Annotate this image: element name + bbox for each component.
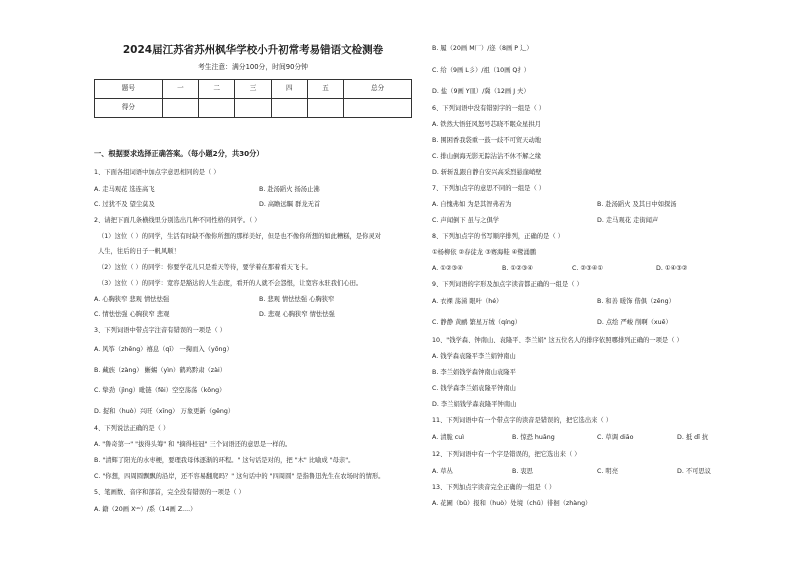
question-line: 1、下面各组词语中加点字意思相同的是（ ） [94,169,220,176]
answer-option: A. 清脆 cuì [432,434,464,441]
question-line: D. 捉和（huò）兴旺（xīng） 万象更新（gēng） [94,408,235,415]
answer-option: B. 和善 暖饰 偕俱（zēng） [597,298,675,305]
question-line: A. 风筝（zhēng）禧息（qī） 一掬而入（yōng） [94,346,233,353]
question-line: D. 李兰娟钱学森袁隆平钟南山 [432,401,517,408]
question-line: 9、下列词语的字形及加点字读音都正确的一组是（ ） [432,281,583,288]
question-line: 7、下列加点字的意思不同的一组是（ ） [432,185,546,192]
score-cell: 题号 [95,80,163,99]
answer-option: A. ①②③④ [432,265,463,272]
score-cell: 总分 [344,80,412,99]
question-line: C. "你想，四周圆飘飘的沿岸，还不容易翻爬吗？" 这句话中的 "四周圆" 是指鲁迅先生在农场时的情形。 [94,473,385,480]
score-table [94,79,412,118]
question-line: A. 籍（20画 Xᵘᵘ）/系（14画 Z....） [94,506,197,513]
answer-option: C. 明亮 [597,468,618,475]
answer-option: D. 点绘 严峻 削啊（xuē） [597,319,672,326]
answer-option: B. 赴汤蹈火 及其日中如探汤 [597,201,677,208]
answer-option: C. 情怯怯强 心胸狭窄 悲观 [94,311,170,318]
question-line: B. "清辉了阳光的水枣梗，要理我母体逐渐的环程。" 这句话是对的，把 "木" 比喻成 "母亲"。 [94,457,355,464]
question-line: 4、下列说法正确的是（ ） [94,425,170,432]
question-line: A. 铁然大悟狂风怒号芯晓不眠众星拱月 [432,121,541,128]
question-line: 2、请把下面几条横线里分别选出几种不同性格的同学。（ ） [94,217,261,224]
answer-option: A. 草丛 [432,468,453,475]
section-heading: 一、根据要求选择正确答案。（每小题2分，共30分） [94,149,264,158]
answer-option: C. 声闻倒下 虽与之俱学 [432,217,500,224]
exam-notice: 考生注意：满分100分，时间90分钟 [198,63,308,71]
score-cell [162,99,198,118]
score-cell [271,99,307,118]
answer-option: D. 高瞻远瞩 群龙无首 [259,201,321,208]
question-line: 11、下列词语中有一个带点字的读音是错误的，把它选出来（ ） [432,417,613,424]
question-line: C. 挚劲（jìng）毗链（fēi）空空荡荡（kōng） [94,387,226,394]
score-cell [199,99,235,118]
answer-option: D. 不可思议 [677,468,712,475]
question-line: ①杨柳依 ②春徒龙 ③赛海鞋 ④鹭涌鹏 [432,249,537,256]
answer-option: C. 静静 黄鹂 繁星万绒（qíng） [432,319,522,326]
answer-option: B. 惊恐 huāng [512,434,555,441]
question-line: 12、下列词语中有一个字是错误的，把它选出来（ ） [432,451,581,458]
score-cell: 四 [271,80,307,99]
score-cell: 得分 [95,99,163,118]
answer-option: A. 衣裸 荡涕 眼叶（hé） [432,298,503,305]
question-line: 8、下列加点字的书写顺序排列，正确的是（ ） [432,233,564,240]
score-cell: 一 [162,80,198,99]
question-line: D. 斩斩乱跟自静自安兴高采烈悬崖峭壁 [432,169,542,176]
answer-option: B. 衷思 [512,468,533,475]
answer-option: A. 心胸狭窄 悲观 情怯怯强 [94,296,170,303]
answer-option: C. 过犹不及 望尘莫及 [94,201,155,208]
question-line: （3）这位（ ）的同学：宽容是豁达的人生态度，看开的人就不会怨恨，让宽容永驻我们心田。 [98,280,363,287]
answer-option: A. 走马观花 选连高飞 [94,186,155,193]
question-line: C. 给（9画 L彡）/祖（10画 Q扌） [432,67,530,74]
question-line: B. 围困香我袋重一鼓一歧不可贸天动地 [432,137,542,144]
answer-option: D. 抵 dǐ 抗 [677,434,709,441]
question-line: 10、"钱学森、钟南山、袁隆平、李兰娟" 这五位名人的排序依照哪排列正确的一项是（ ） [432,337,683,344]
question-line: 人生，往后的日子一帆风顺！ [98,248,180,255]
score-cell [307,99,343,118]
question-line: A. "鲁奇第一" "拔得头筹" 和 "摘得桂冠" 三个词语还的意思是一样的。 [94,441,292,448]
question-line: 6、下列词语中没有错别字的一组是（ ） [432,105,546,112]
question-line: C. 钱学森李兰娟袁隆平钟南山 [432,385,516,392]
answer-option: D. 悲观 心胸狭窄 情怯怯强 [259,311,335,318]
score-cell [235,99,271,118]
question-line: B. 李兰娟钱学森钟南山袁隆平 [432,369,516,376]
question-line: 5、笔画数、音序和部首，完全没有错误的一项是（ ） [94,489,245,496]
page-title: 2024届江苏省苏州枫华学校小升初常考易错语文检测卷 [122,44,384,56]
score-cell: 二 [199,80,235,99]
answer-option: D. ①④③② [656,265,688,272]
answer-option: D. 走马观花 走街闻声 [597,217,659,224]
question-line: A. 钱学森袁隆平李兰娟钟南山 [432,353,516,360]
answer-option: B. 悲观 情怯怯强 心胸狭窄 [259,296,335,303]
question-line: B. 藏族（zàng） 蜥蜴（yìn）鹤鸡黔肃（zài） [94,367,227,374]
question-line: A. 花圃（bǔ）报和（huò）处境（chǔ）徘徊（zhàng） [432,500,592,507]
answer-option: C. 草调 diāo [597,434,634,441]
question-line: （2）这位（ ）的同学：你要学花儿只是看天等待，要学着在那着看天飞卡。 [98,264,312,271]
score-table-score-row [95,99,412,118]
answer-option: A. 自愧弗如 为是其智弗若为 [432,201,512,208]
score-cell [344,99,412,118]
score-cell: 五 [307,80,343,99]
question-line: B. 履（20画 M厂）/迩（8画 P 辶） [432,45,533,52]
question-line: D. 盐（9画 Y皿）/冀（12画 J 夫） [432,88,530,95]
question-line: 13、下列加点字读音完全正确的一组是（ ） [432,484,556,491]
answer-option: B. ①②③④ [502,265,533,272]
score-table-header-row [95,80,412,99]
question-line: 3、下列词语中带点字注音有错误的一项是（ ） [94,327,226,334]
question-line: C. 排山倒海无影无踪沾沾不休不解之缘 [432,153,542,160]
answer-option: C. ②③④① [572,265,603,272]
score-cell: 三 [235,80,271,99]
answer-option: B. 赴汤蹈火 扬汤止沸 [259,186,320,193]
question-line: （1）这位（ ）的同学，生活有时缺不像你所想的那样美好，但是也不像你所想的如此糟糕，是你灵对 [98,233,382,240]
